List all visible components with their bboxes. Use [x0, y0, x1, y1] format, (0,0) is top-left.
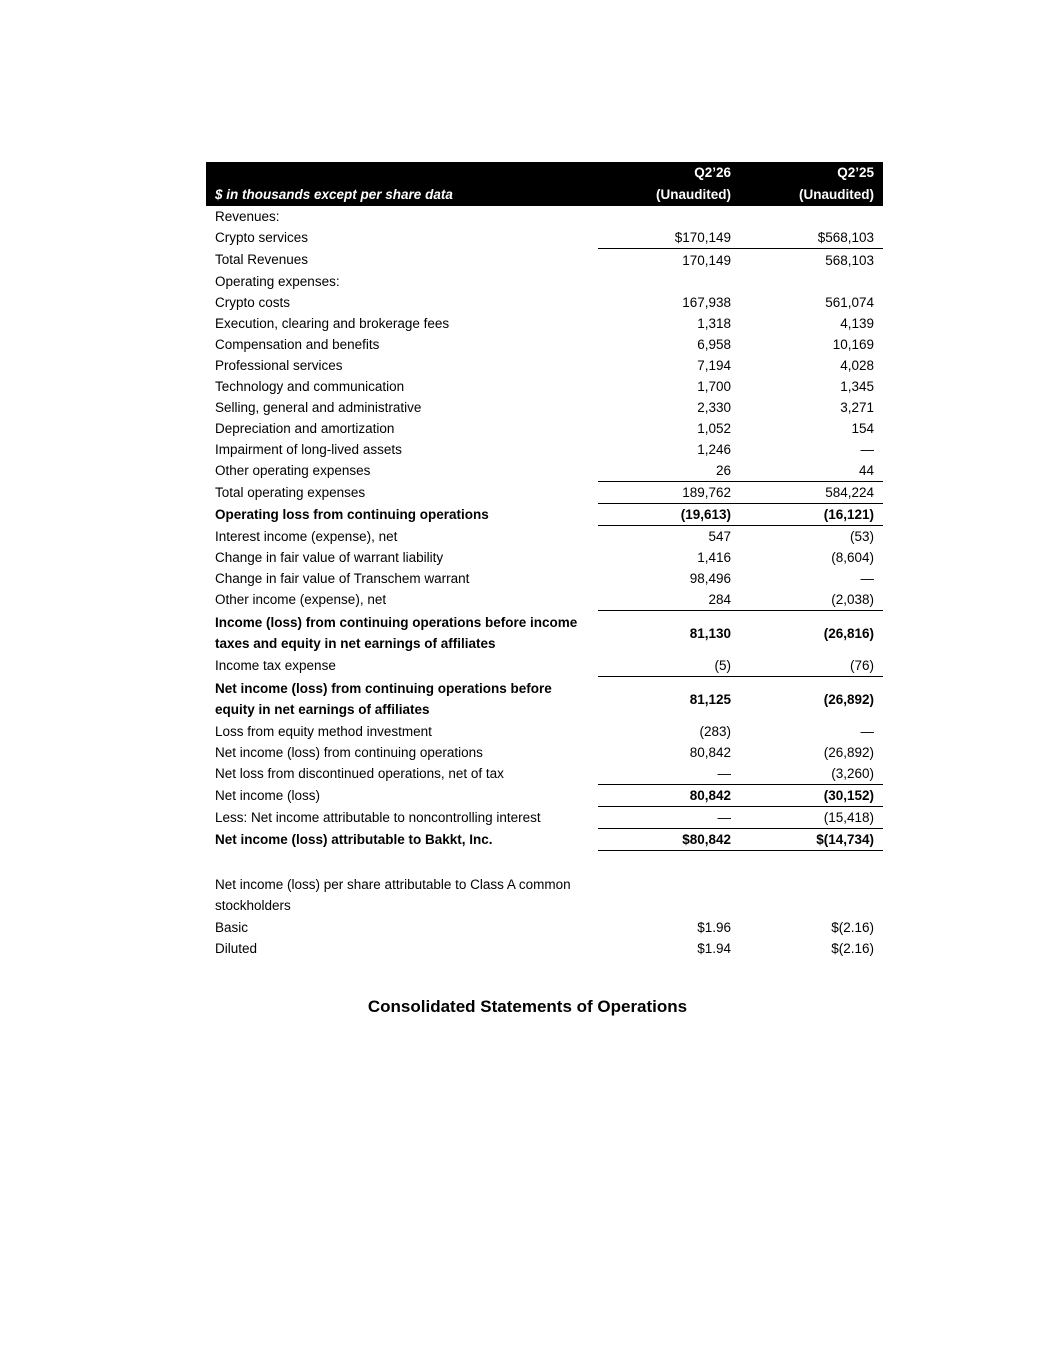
row-label: Net income (loss) attributable to Bakkt, Inc.: [215, 832, 493, 847]
row-value-q225: 4,139: [840, 316, 874, 331]
row-value-q225: (2,038): [740, 589, 883, 611]
table-row: [206, 568, 883, 589]
table-row: [206, 418, 883, 439]
row-label: Net income (loss) from continuing operations before equity in net earnings of affiliates: [215, 680, 552, 717]
row-value-q226: 6,958: [697, 337, 731, 352]
row-value-q226: 167,938: [682, 295, 731, 310]
row-value-q226: $1.96: [697, 920, 731, 935]
table-row: [206, 829, 883, 851]
row-value-q226: —: [598, 807, 740, 829]
row-label: Income tax expense: [215, 658, 336, 674]
row-value-q226: —: [598, 763, 740, 785]
document-title: Consolidated Statements of Operations: [367, 997, 688, 1016]
row-label: Diluted: [215, 941, 258, 956]
row-value-q226: [598, 271, 740, 292]
table-row: [206, 482, 883, 504]
row-value-q225: (8,604): [831, 550, 874, 565]
row-value-q225: (53): [849, 529, 874, 544]
row-label: Crypto costs: [215, 295, 291, 310]
income-statement: [206, 162, 883, 959]
row-value-q226: 1,318: [697, 316, 731, 331]
table-row: [206, 589, 883, 611]
table-row: [206, 334, 883, 355]
spacer-row: [206, 851, 883, 874]
income-statement-table: [206, 162, 883, 959]
row-value-q225: 4,028: [840, 358, 874, 373]
row-value-q226: (5): [598, 655, 740, 677]
row-label: Change in fair value of Transchem warrant: [215, 571, 470, 586]
row-value-q225: 3,271: [840, 400, 874, 415]
table-row: [206, 611, 883, 656]
row-value-q226: $80,842: [598, 829, 740, 851]
row-label: Income (loss) from continuing operations before income taxes and equity in net earnings of affiliates: [215, 614, 578, 651]
row-value-q225: [740, 873, 883, 917]
row-value-q226: $170,149: [598, 227, 740, 249]
row-value-q225: $(14,734): [740, 829, 883, 851]
row-value-q225: 44: [740, 460, 883, 482]
row-value-q226: 170,149: [682, 252, 731, 268]
row-value-q226: 7,194: [697, 358, 731, 373]
row-value-q226: 1,700: [697, 379, 731, 394]
row-label: Selling, general and administrative: [215, 400, 422, 415]
row-value-q226: [598, 873, 740, 917]
row-value-q225: 1,345: [840, 379, 874, 394]
table-row: [206, 873, 883, 917]
row-label: Operating expenses:: [215, 274, 340, 289]
table-row: [206, 763, 883, 785]
col2-period: Q2’25: [740, 162, 883, 184]
row-label: Professional services: [215, 358, 343, 373]
row-label: Basic: [215, 920, 249, 935]
table-row: [206, 271, 883, 292]
row-value-q225: 561,074: [825, 295, 874, 310]
row-value-q226: 98,496: [689, 571, 731, 586]
row-value-q226: 80,842: [689, 745, 731, 760]
row-value-q226: 2,330: [697, 400, 731, 415]
row-value-q225: $568,103: [740, 227, 883, 249]
row-value-q226: 26: [598, 460, 740, 482]
row-value-q226: 189,762: [598, 482, 740, 504]
row-label: Crypto services: [215, 230, 309, 246]
table-row: [206, 439, 883, 460]
table-row: [206, 917, 883, 938]
table-row: [206, 721, 883, 742]
row-value-q225: 568,103: [825, 252, 874, 268]
row-label: Change in fair value of warrant liability: [215, 550, 444, 565]
row-value-q225: 154: [851, 421, 874, 436]
row-value-q225: (3,260): [740, 763, 883, 785]
table-row: [206, 677, 883, 722]
row-label: Total operating expenses: [215, 485, 366, 500]
row-value-q226: 1,052: [697, 421, 731, 436]
row-value-q226: (283): [699, 724, 731, 739]
row-value-q226: 1,246: [697, 442, 731, 457]
row-value-q225: —: [860, 442, 874, 457]
row-value-q226: 80,842: [598, 785, 740, 807]
table-row: [206, 785, 883, 807]
row-value-q225: (16,121): [740, 504, 883, 526]
row-label: Net income (loss) from continuing operations: [215, 745, 483, 760]
row-value-q225: $(2.16): [831, 920, 874, 935]
col1-period: Q2’26: [598, 162, 740, 184]
row-value-q225: (30,152): [740, 785, 883, 807]
table-row: [206, 376, 883, 397]
row-label: Net income (loss): [215, 788, 321, 803]
table-row: [206, 206, 883, 227]
row-value-q226: 284: [598, 589, 740, 611]
row-value-q225: —: [860, 724, 874, 739]
row-value-q225: 10,169: [832, 337, 874, 352]
row-label: Compensation and benefits: [215, 337, 380, 352]
table-row: [206, 526, 883, 548]
row-label: Loss from equity method investment: [215, 724, 432, 739]
row-value-q226: 1,416: [697, 550, 731, 565]
table-row: [206, 227, 883, 249]
row-label: Other income (expense), net: [215, 592, 387, 608]
row-value-q226: $1.94: [697, 941, 731, 956]
row-value-q225: (76): [740, 655, 883, 677]
row-value-q226: [598, 206, 740, 227]
row-label: Revenues:: [215, 209, 280, 224]
row-value-q225: (15,418): [740, 807, 883, 829]
row-label: Net loss from discontinued operations, net of tax: [215, 766, 504, 782]
row-value-q226: (19,613): [598, 504, 740, 526]
row-label: Less: Net income attributable to noncontrolling interest: [215, 810, 541, 825]
table-row: [206, 292, 883, 313]
table-row: [206, 547, 883, 568]
table-row: [206, 807, 883, 829]
row-label: Net income (loss) per share attributable to Class A common stockholders: [215, 877, 571, 913]
table-row: [206, 397, 883, 418]
row-label: Total Revenues: [215, 252, 309, 268]
table-body: [206, 206, 883, 959]
row-value-q226: 81,130: [689, 625, 731, 641]
row-label: Operating loss from continuing operations: [215, 507, 489, 522]
row-value-q225: (26,892): [823, 691, 874, 707]
row-value-q225: (26,816): [823, 625, 874, 641]
units-label: $ in thousands except per share data: [206, 184, 598, 206]
table-row: [206, 742, 883, 763]
table-row: [206, 313, 883, 334]
row-value-q225: $(2.16): [831, 941, 874, 956]
table-row: [206, 504, 883, 526]
row-value-q225: [740, 271, 883, 292]
row-label: Impairment of long-lived assets: [215, 442, 402, 457]
row-label: Technology and communication: [215, 379, 405, 394]
table-row: [206, 249, 883, 272]
row-value-q225: [740, 206, 883, 227]
row-label: Depreciation and amortization: [215, 421, 395, 436]
row-value-q225: (26,892): [823, 745, 874, 760]
row-label: Other operating expenses: [215, 463, 371, 479]
col1-note: (Unaudited): [598, 184, 740, 206]
row-label: Interest income (expense), net: [215, 528, 398, 544]
table-row: [206, 938, 883, 959]
row-value-q225: —: [860, 571, 874, 586]
row-value-q225: 584,224: [740, 482, 883, 504]
row-label: Execution, clearing and brokerage fees: [215, 316, 450, 331]
table-row: [206, 355, 883, 376]
row-value-q226: 547: [708, 529, 731, 544]
table-row: [206, 655, 883, 677]
col2-note: (Unaudited): [740, 184, 883, 206]
row-value-q226: 81,125: [689, 691, 731, 707]
table-row: [206, 460, 883, 482]
table-header: [206, 162, 883, 206]
